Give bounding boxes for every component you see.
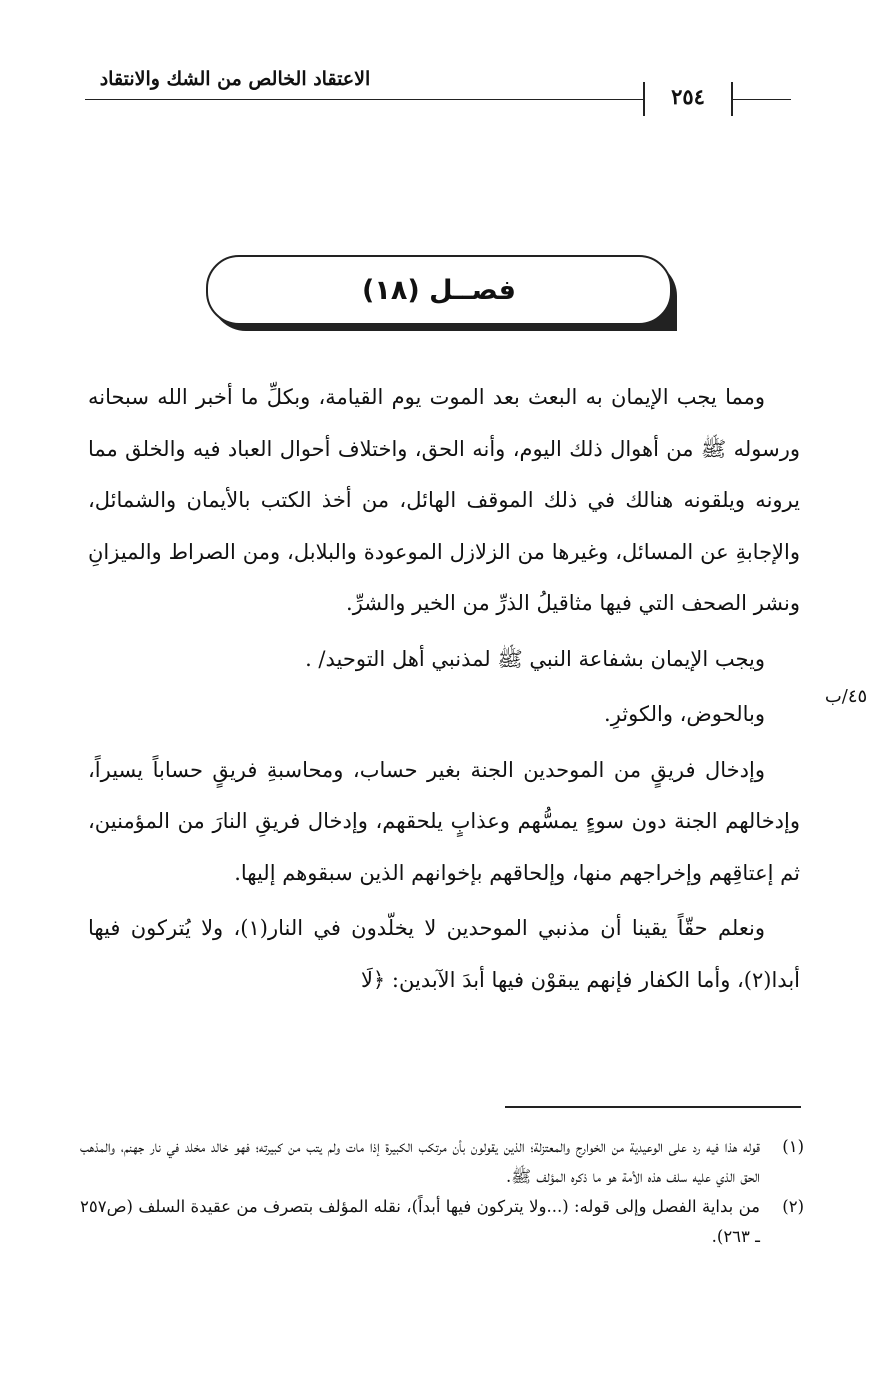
paragraph: وبالحوض، والكوثرِ. <box>604 702 765 726</box>
footnote <box>80 1192 804 1252</box>
header-rule-right <box>733 99 791 100</box>
footnote-marker: (٢) <box>782 1197 804 1216</box>
footnote-separator <box>505 1106 801 1108</box>
header-rule <box>85 99 643 100</box>
paragraph: وإدخال فريقٍ من الموحدين الجنة بغير حساب، ومحاسبةِ فريقٍ حساباً يسيراً، وإدخالهم الجنة دون سوءٍ يمسُّهم وعذابٍ يلحقهم، وإدخال فريقِ النارَ من المؤمنين، ثم إعتاقِهم وإخراجهم منها، وإلحاقهم بإخوانهم الذين سبقوهم إليها. <box>88 757 800 885</box>
paragraph: ونعلم حقّاً يقينا أن مذنبي الموحدين لا يخلّدون في النار(١)، ولا يُتركون فيها أبدا(٢)، وأما الكفار فإنهم يبقوْن فيها أبدَ الآبدين: ﴿لَا <box>88 916 800 992</box>
manuscript-folio-marker: ٤٥/ب <box>824 686 868 707</box>
footnote-marker: (١) <box>782 1137 804 1156</box>
footnote-text: من بداية الفصل وإلى قوله: (...ولا يتركون فيها أبداً)، نقله المؤلف بتصرف من عقيدة السلف (ص٢٥٧ ـ ٢٦٣). <box>80 1197 760 1246</box>
running-header-title: الاعتقاد الخالص من الشك والانتقاد <box>99 68 371 90</box>
header-divider-left <box>643 82 645 116</box>
footnote-text: قوله هذا فيه رد على الوعيدية من الخوارج والمعتزلة؛ الذين يقولون بأن مرتكب الكبيرة إذا مات ولم يتب من كبيرته؛ فهو خالد مخلد في نار جهنم، والمذهب الحق الذي عليه سلف هذه الأمة هو ما ذكره المؤلف ﷺ. <box>80 1137 760 1186</box>
paragraph: ويجب الإيمان بشفاعة النبي ﷺ لمذنبي أهل التوحيد/ . <box>305 646 765 671</box>
section-title: فصــل (١٨) <box>362 274 516 306</box>
section-heading-frame <box>206 255 672 325</box>
footnotes <box>80 1132 804 1252</box>
paragraph: ومما يجب الإيمان به البعث بعد الموت يوم القيامة، وبكلِّ ما أخبر الله سبحانه ورسوله ﷺ من أهوال ذلك اليوم، وأنه الحق، واختلاف أحوال العباد فيه والخلق مما يرونه ويلقونه هنالك في ذلك الموقف الهائل، من أخذ الكتب بالأيمان والشمائل، والإجابةِ عن المسائل، وغيرها من الزلازل الموعودة والبلابل، ومن الصراط والميزانِ ونشر الصحف التي فيها مثاقيلُ الذرِّ من الخير والشرِّ. <box>88 385 800 615</box>
footnote <box>80 1132 804 1192</box>
body-text <box>88 372 800 1010</box>
page-number: ٢٥٤ <box>671 84 705 109</box>
